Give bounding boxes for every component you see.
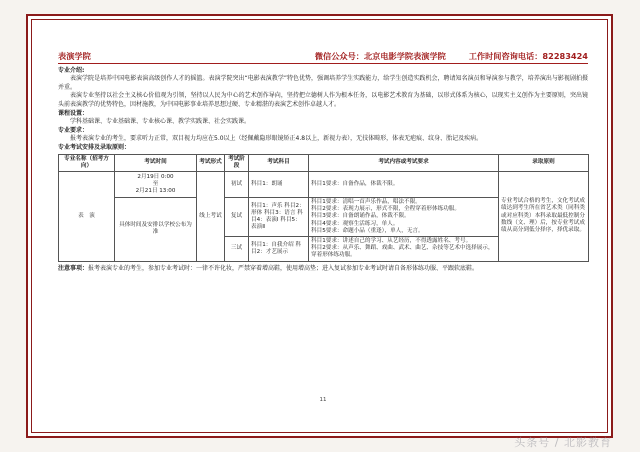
- time-end: 2月21日 13:00: [135, 188, 176, 195]
- stage-1-subject: 科目1：朗诵: [249, 171, 309, 197]
- intro-paragraph-1: 表演学院是培养中国电影表演高级创作人才的摇篮。表演学院突出“电影表演教学”特色优势，强调培养学生实践能力，给学生创造实践机会，聘请知名演员和导演参与教学，培养演出与影视剧拍摄并重。: [58, 75, 588, 91]
- stage-3: 三试: [225, 236, 249, 261]
- school-name: 表演学院: [58, 51, 91, 61]
- stage-2-req-5: 科目5要求：命题小品（重逢），单人，无言。: [311, 227, 424, 234]
- contact-phone: 工作时间咨询电话：82283424: [468, 51, 588, 61]
- notice-text: 报考表演专业的考生，参加专业考试时：一律不许化妆，严禁穿着增高鞋，使用增高垫；进入复试参加专业考试时请自备形体练功服、平跟软底鞋。: [88, 264, 479, 272]
- page-number: 11: [319, 397, 327, 403]
- courses-text: 学科基础课、专业基础课、专业核心课、教学实践课、社会实践课。: [70, 118, 251, 126]
- time-later-cell: 具体时间及安排以学校公布为准: [115, 197, 197, 261]
- stage-3-requirements: [309, 236, 499, 261]
- stage-2-req-3: 科目3要求：自备朗诵作品，体裁不限。: [311, 213, 410, 220]
- table-heading: 专业考试安排及录取原则：: [58, 143, 131, 151]
- stage-2-subjects: 科目1：声乐 科目2：形体 科目3：语言 科目4：表演Ⅰ 科目5：表演Ⅱ: [249, 197, 309, 236]
- time-cell: [115, 171, 197, 197]
- table-header-row: [59, 154, 589, 171]
- stage-2: 复试: [225, 197, 249, 236]
- stage-2-req-4: 科目4要求：观察生活练习，单人。: [311, 220, 399, 227]
- stage-2-requirements: [309, 197, 499, 236]
- major-cell: 表 演: [59, 171, 115, 261]
- col-requirement: 考试内容或考试要求: [309, 154, 499, 171]
- col-time: 考试时间: [115, 154, 197, 171]
- col-subject: 考试科目: [249, 154, 309, 171]
- wechat-account: 微信公众号：北京电影学院表演学院: [314, 51, 446, 61]
- time-start: 2月19日 0:00: [137, 173, 174, 180]
- stage-3-req-1: 科目1要求：讲述自己的学习、从艺经历，不得透露姓名、考号。: [311, 237, 472, 244]
- watermark: 头条号 / 北影教育: [514, 436, 612, 449]
- courses-heading: 课程设置：: [58, 109, 89, 117]
- time-to: 至: [152, 180, 159, 187]
- intro-paragraph-2: 表演专业坚持以社会主义核心价值观为引领，坚持以人民为中心的艺术创作导向，坚持把立德树人作为根本任务，以电影艺术教育为基础，以形式体系为核心，以现实主义创作为主要原则，突出镜头前表演教学的优势特色，因材施教，为中国电影事业培养思想过硬、专业精湛的表演艺术创作卓越人才。: [58, 92, 588, 108]
- stage-3-subjects: 科目1：自我介绍 科目2：才艺展示: [249, 236, 309, 261]
- page-header: [58, 52, 588, 64]
- col-stage: 考试阶段: [225, 154, 249, 171]
- document-page: [58, 51, 588, 403]
- form-cell: 线上考试: [197, 171, 225, 261]
- table-row: [59, 171, 589, 197]
- stage-1-requirement: 科目1要求：自备作品，体裁不限。: [309, 171, 499, 197]
- requirements-text: 报考表演专业的考生，要求听力正常，双目视力均应在5.0以上（经佩戴隐形眼镜矫正4.8以上，新视力表），无技体畸形，体表无疤痕、纹身、胎记及疾病。: [70, 135, 483, 143]
- stage-2-req-2: 科目2要求：表现力展示，形式不限，全程穿着形体练功服。: [311, 206, 460, 213]
- requirements-heading: 专业要求：: [58, 126, 89, 134]
- col-form: 考试形式: [197, 154, 225, 171]
- admission-cell: 专业考试合格的考生，文化考试成绩达到考生所在省艺术类（同科类或对应科类）本科录取最低控制分数线（文、理）后，按专业考试成绩从高分到低分择序，择优录取。: [499, 171, 589, 261]
- stage-3-req-2: 科目2要求：从声乐、舞蹈、戏曲、武术、曲艺、杂技等艺术中选择展示，穿着形体练功服。: [311, 245, 494, 259]
- col-admission: 录取原则: [499, 154, 589, 171]
- intro-heading: 专业介绍:: [58, 66, 85, 74]
- exam-table: [58, 154, 589, 262]
- col-major: 专业名称（招考方向）: [59, 154, 115, 171]
- stage-1: 初试: [225, 171, 249, 197]
- notice: [58, 265, 588, 274]
- notice-label: 注意事项：: [58, 264, 89, 272]
- stage-2-req-1: 科目1要求：清唱一首声乐作品，唱法不限。: [311, 198, 421, 205]
